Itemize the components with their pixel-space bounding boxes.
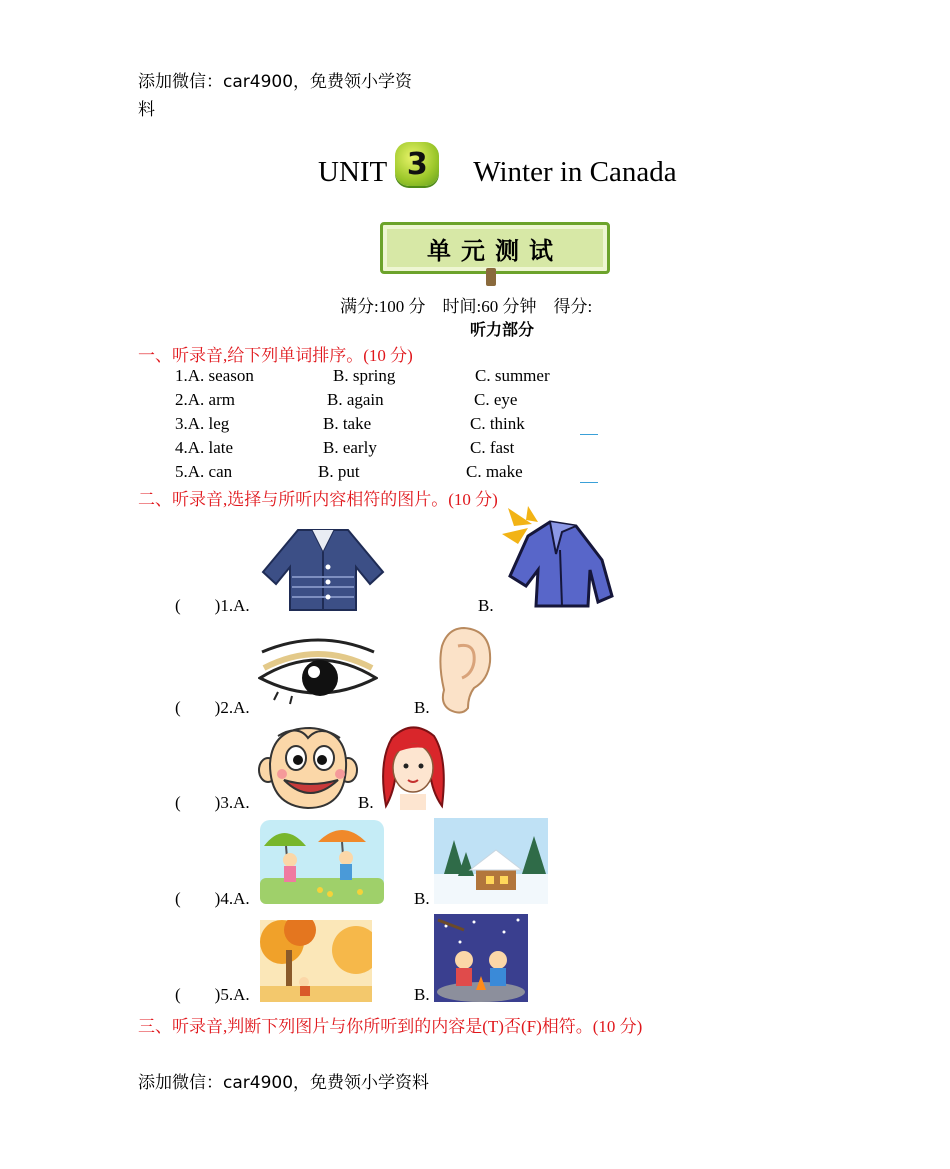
title-topic: Winter in Canada [473,155,677,188]
s2-q2-label-a: ( )2.A. [175,698,250,717]
s1-row3-c: C. think [470,414,525,433]
answer-blank-line [580,482,598,483]
s2-q1-label-a: ( )1.A. [175,596,250,615]
s1-row2-a: 2.A. arm [175,390,235,409]
eye-image [258,634,378,706]
s1-row3-b: B. take [323,414,372,433]
s2-q5-label-a: ( )5.A. [175,985,250,1004]
s1-row2-b: B. again [327,390,384,409]
listening-section-label: 听力部分 [470,320,535,339]
s1-row1-c: C. summer [475,366,550,385]
s1-row3-a: 3.A. leg [175,414,230,433]
s1-row5-b: B. put [318,462,360,481]
s2-q3-label-b: B. [358,793,374,812]
section-2-heading: 二、听录音,选择与所听内容相符的图片。(10 分) [138,490,498,509]
autumn-scene-image [260,920,372,1002]
title-unit: UNIT [318,155,388,188]
unit-number-badge: 3 [395,142,439,186]
smiling-boy-face-image [258,724,358,810]
banner-post [486,268,496,286]
header-line-1: 添加微信：car4900，免费领小学资 [138,72,413,92]
answer-blank-line [580,434,598,435]
header-line-2: 料 [138,100,155,120]
s2-q2-label-b: B. [414,698,430,717]
leather-jacket-image [498,506,616,612]
s1-row1-b: B. spring [333,366,396,385]
s1-row1-a: 1.A. season [175,366,254,385]
s2-q4-label-a: ( )4.A. [175,889,250,908]
s1-row2-c: C. eye [474,390,518,409]
unit-test-banner: 单元测试 [380,222,610,274]
section-1-heading: 一、听录音,给下列单词排序。(10 分) [138,346,413,365]
page-title [318,146,677,194]
s1-row4-b: B. early [323,438,377,457]
s1-row4-c: C. fast [470,438,515,457]
section-3-heading: 三、听录音,判断下列图片与你所听到的内容是(T)否(F)相符。(10 分) [138,1017,643,1036]
s1-row5-c: C. make [466,462,523,481]
score-info: 满分:100 分 时间:60 分钟 得分: [340,297,593,316]
s2-q4-label-b: B. [414,889,430,908]
s2-q1-label-b: B. [478,596,494,615]
cardigan-sweater-image [258,522,388,612]
red-haired-girl-face-image [378,722,448,810]
s1-row5-a: 5.A. can [175,462,233,481]
s2-q3-label-a: ( )3.A. [175,793,250,812]
s1-row4-a: 4.A. late [175,438,234,457]
s2-q5-label-b: B. [414,985,430,1004]
children-by-campfire-image [434,914,528,1002]
spring-rain-scene-image [260,820,384,904]
footer-note: 添加微信：car4900，免费领小学资料 [138,1073,430,1093]
winter-snow-house-image [434,818,548,904]
ear-image [434,624,494,716]
